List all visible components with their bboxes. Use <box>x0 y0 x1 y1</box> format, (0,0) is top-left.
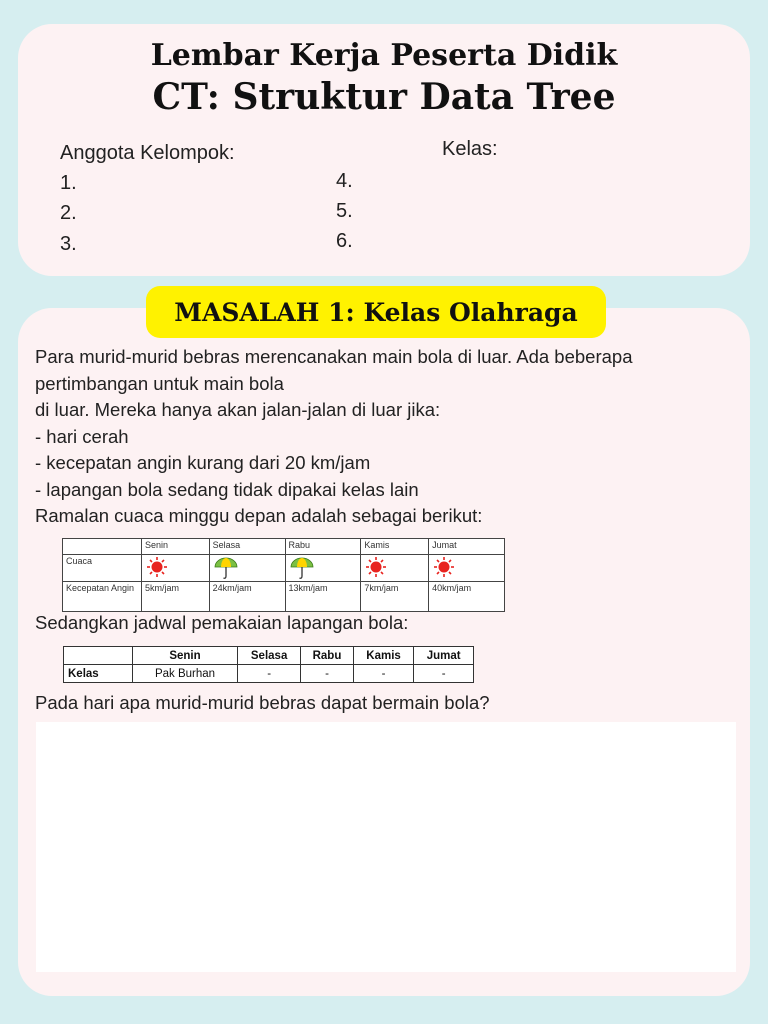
row-label-wind: Kecepatan Angin <box>63 582 142 612</box>
wind-speed-cell: 24km/jam <box>209 582 285 612</box>
answer-box[interactable] <box>36 722 736 972</box>
wind-speed-cell: 40km/jam <box>429 582 505 612</box>
wind-speed-cell: 5km/jam <box>142 582 210 612</box>
day-header: Kamis <box>361 539 429 555</box>
member-number-4: 4. <box>336 170 353 192</box>
member-number-5: 5. <box>336 200 353 222</box>
row-label-weather: Cuaca <box>63 555 142 582</box>
schedule-intro: Sedangkan jadwal pemakaian lapangan bola: <box>35 612 409 633</box>
schedule-cell: - <box>238 665 301 683</box>
class-label: Kelas: <box>442 138 498 160</box>
member-number-3: 3. <box>60 233 77 255</box>
sun-icon <box>432 556 456 578</box>
weather-cell <box>142 555 210 582</box>
paragraph-line: - hari cerah <box>35 425 129 447</box>
wind-speed-cell: 13km/jam <box>285 582 361 612</box>
day-header: Jumat <box>414 647 474 665</box>
table-row <box>63 555 505 582</box>
umbrella-icon <box>289 556 315 580</box>
schedule-cell: - <box>353 665 414 683</box>
paragraph-line: Ramalan cuaca minggu depan adalah sebagai berikut: <box>35 505 483 526</box>
day-header: Selasa <box>238 647 301 665</box>
problem-banner: MASALAH 1: Kelas Olahraga <box>146 286 606 338</box>
day-header: Rabu <box>301 647 354 665</box>
table-row <box>64 665 474 683</box>
day-header: Selasa <box>209 539 285 555</box>
table-row <box>63 539 505 555</box>
weather-forecast-table <box>62 538 505 612</box>
problem-description <box>35 344 632 530</box>
member-number-6: 6. <box>336 230 353 252</box>
sun-icon <box>364 556 388 578</box>
day-header: Kamis <box>353 647 414 665</box>
table-cell <box>63 539 142 555</box>
schedule-cell: - <box>414 665 474 683</box>
member-number-2: 2. <box>60 202 77 224</box>
paragraph-line: - lapangan bola sedang tidak dipakai kelas lain <box>35 478 419 500</box>
group-members-label: Anggota Kelompok: <box>60 142 235 164</box>
table-row <box>63 582 505 612</box>
day-header: Jumat <box>429 539 505 555</box>
table-row <box>64 647 474 665</box>
question-text: Pada hari apa murid-murid bebras dapat bermain bola? <box>35 692 490 713</box>
row-label-class: Kelas <box>64 665 133 683</box>
member-number-1: 1. <box>60 172 77 194</box>
sun-icon <box>145 556 169 578</box>
schedule-cell: - <box>301 665 354 683</box>
weather-cell <box>361 555 429 582</box>
paragraph-line: pertimbangan untuk main bola <box>35 372 284 394</box>
weather-cell <box>209 555 285 582</box>
table-cell <box>64 647 133 665</box>
header-card <box>18 24 750 276</box>
umbrella-icon <box>213 556 239 580</box>
field-schedule-table <box>63 646 474 683</box>
day-header: Senin <box>133 647 238 665</box>
paragraph-line: Para murid-murid bebras merencanakan main bola di luar. Ada beberapa <box>35 346 633 367</box>
day-header: Senin <box>142 539 210 555</box>
worksheet-subtitle: CT: Struktur Data Tree <box>152 76 616 118</box>
weather-cell <box>429 555 505 582</box>
paragraph-line: - kecepatan angin kurang dari 20 km/jam <box>35 452 371 473</box>
weather-cell <box>285 555 361 582</box>
schedule-cell: Pak Burhan <box>133 665 238 683</box>
wind-speed-cell: 7km/jam <box>361 582 429 612</box>
worksheet-title: Lembar Kerja Peserta Didik <box>150 38 618 73</box>
day-header: Rabu <box>285 539 361 555</box>
paragraph-line: di luar. Mereka hanya akan jalan-jalan di luar jika: <box>35 399 441 420</box>
